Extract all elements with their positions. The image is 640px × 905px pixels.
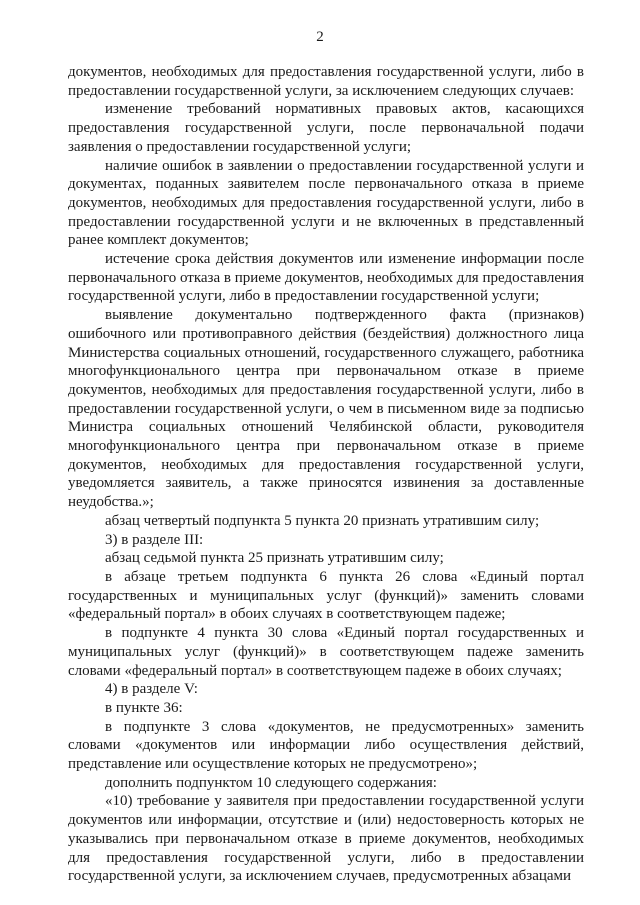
paragraph: дополнить подпунктом 10 следующего содержания: — [105, 774, 437, 791]
paragraph: наличие ошибок в заявлении о предоставлении государственной услуги и документах, поданных заявителем после первоначального отказа в приеме документов, необходимых для предоставления государственной услуги, либо в предоставлении государственной услуги и не включенных в представленный ранее комплект документов; — [68, 157, 584, 249]
paragraph: в пункте 36: — [105, 699, 183, 716]
paragraph: в абзаце третьем подпункта 6 пункта 26 слова «Единый портал государственных и муниципальных услуг (функций)» заменить словами «федеральный портал» в обоих случаях в соответствующем падеже; — [68, 568, 584, 623]
document-body — [68, 63, 584, 886]
paragraph: в подпункте 4 пункта 30 слова «Единый портал государственных и муниципальных услуг (функций)» в соответствующем падеже заменить словами «федеральный портал» в соответствующем падеже в обоих случаях; — [68, 625, 584, 679]
paragraph: выявление документально подтвержденного факта (признаков) ошибочного или противоправного действия (бездействия) должностного лица Министерства социальных отношений, государственного служащего, работника многофункционального центра при первоначальном отказе в приеме документов, необходимых для предоставления государственной услуги, либо в предоставлении государственной услуги, о чем в письменном виде за подписью Министра социальных отношений Челябинской области, руководителя многофункционального центра при первоначальном отказе в приеме документов, необходимых для предоставления государственной услуги, уведомляется заявитель, а также приносятся извинения за доставленные неудобства.»; — [68, 307, 584, 511]
paragraph: истечение срока действия документов или изменение информации после первоначального отказа в приеме документов, необходимых для предоставления государственной услуги, либо в предоставлении государственной услуги; — [68, 251, 584, 305]
paragraph: абзац четвертый подпункта 5 пункта 20 признать утратившим силу; — [105, 512, 540, 529]
paragraph: абзац седьмой пункта 25 признать утратившим силу; — [105, 550, 444, 567]
paragraph: «10) требование у заявителя при предоставлении государственной услуги документов или информации, отсутствие и (или) недостоверность которых не указывались при первоначальном отказе в приеме документов, необходимых для предоставления государственной услуги, либо в предоставлении государственной услуги, за исключением случаев, предусмотренных абзацами — [68, 793, 584, 885]
paragraph: в подпункте 3 слова «документов, не предусмотренных» заменить словами «документов или информации либо осуществления действий, представление или осуществление которых не предусмотрено»; — [68, 718, 584, 773]
paragraph: 3) в разделе III: — [105, 531, 204, 548]
scan-artifact — [262, 848, 326, 866]
paragraph: изменение требований нормативных правовых актов, касающихся предоставления государственной услуги, после первоначальной подачи заявления о предоставлении государственной услуги; — [68, 101, 584, 155]
page-number: 2 — [316, 29, 324, 45]
paragraph: документов, необходимых для предоставления государственной услуги, либо в предоставлении государственной услуги, за исключением следующих случаев: — [68, 64, 584, 99]
paragraph: 4) в разделе V: — [105, 681, 198, 698]
